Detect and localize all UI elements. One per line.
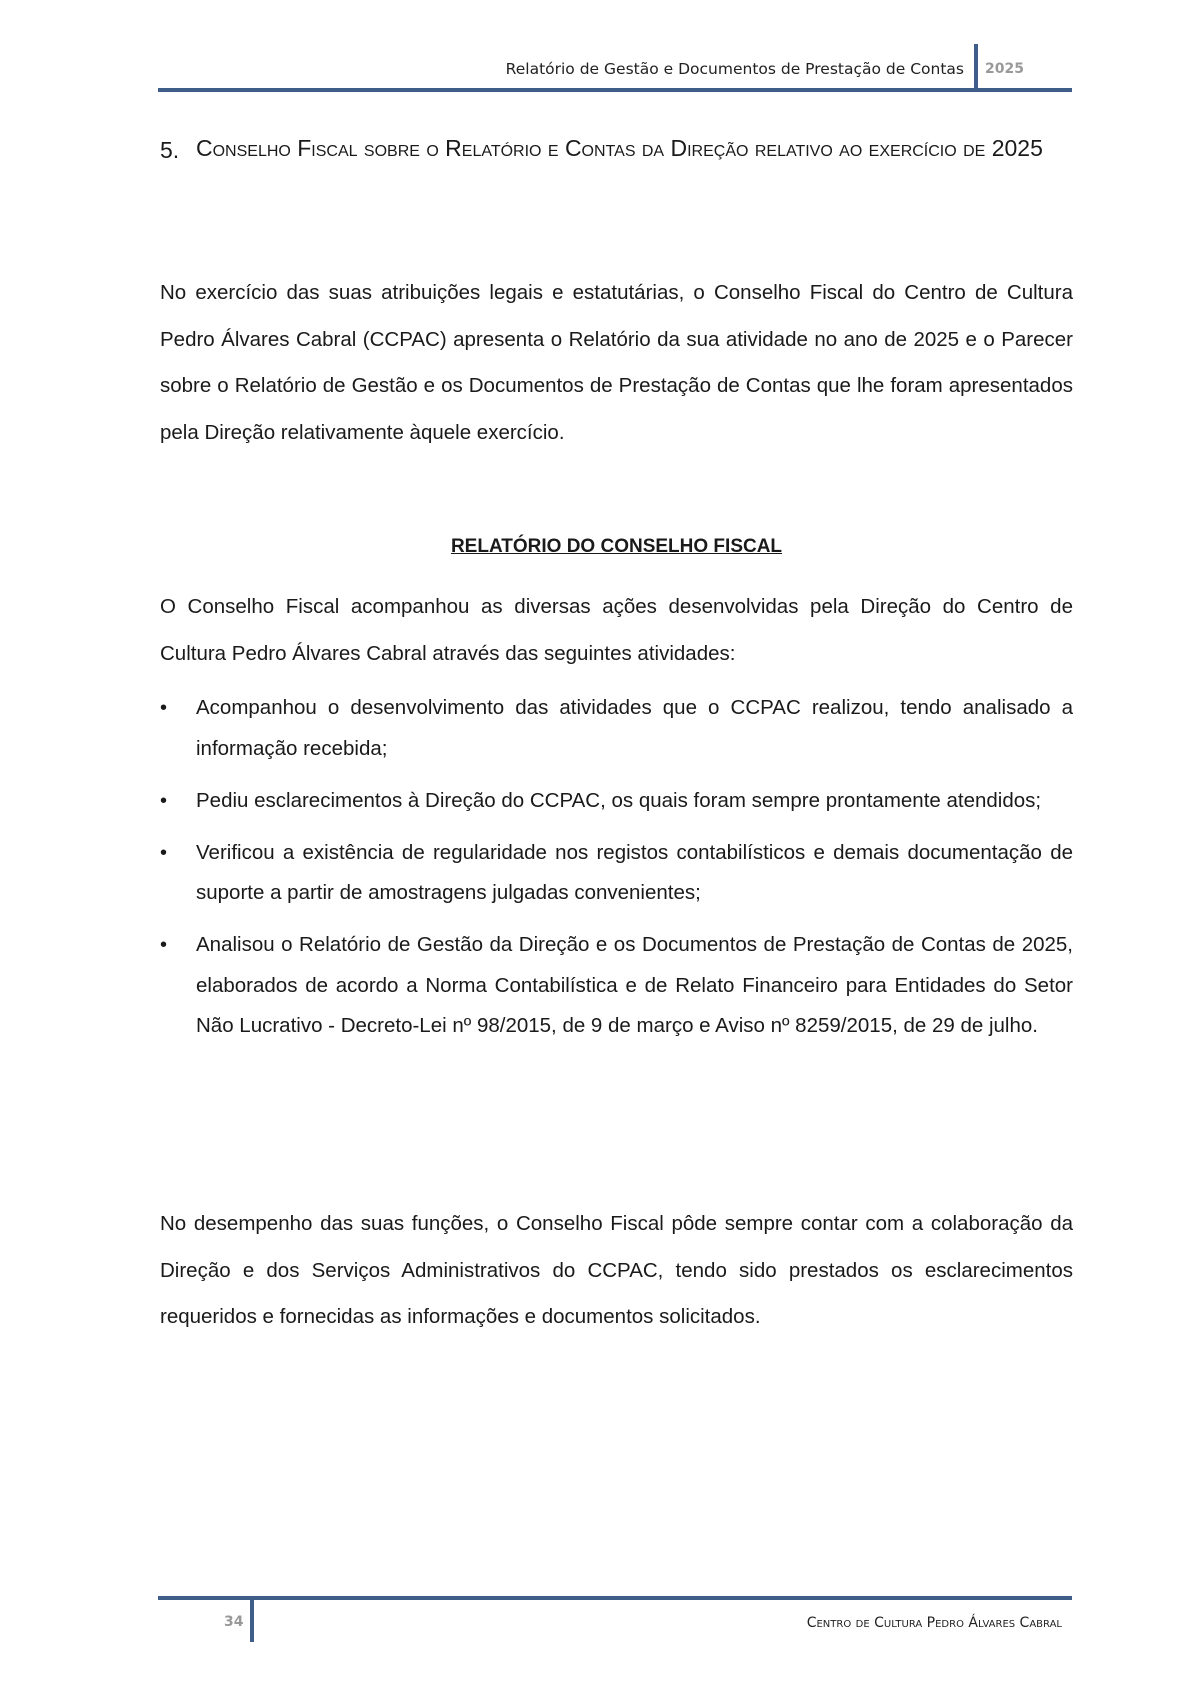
section-number: 5.: [160, 137, 180, 163]
list-item: [160, 781, 1073, 822]
list-item: [160, 688, 1073, 769]
activities-list: [160, 688, 1073, 1058]
footer-organization: Centro de Cultura Pedro Álvares Cabral: [806, 1615, 1062, 1631]
section-title: Conselho Fiscal sobre o Relatório e Contas da Direção relativo ao exercício de 2025: [196, 135, 1043, 161]
page-header: [158, 44, 1072, 92]
list-item-text: Acompanhou o desenvolvimento das atividades que o CCPAC realizou, tendo analisado a informação recebida;: [196, 696, 1073, 760]
list-item-text: Pediu esclarecimentos à Direção do CCPAC, os quais foram sempre prontamente atendidos;: [196, 788, 1042, 812]
list-item: [160, 833, 1073, 914]
header-rule: [158, 88, 1072, 92]
header-title: Relatório de Gestão e Documentos de Prestação de Contas: [505, 60, 964, 78]
report-title: RELATÓRIO DO CONSELHO FISCAL: [450, 536, 783, 557]
footer-rule: [158, 1596, 1072, 1600]
bullet-icon: •: [160, 697, 168, 719]
closing-paragraph: No desempenho das suas funções, o Conselho Fiscal pôde sempre contar com a colaboração da Direção e dos Serviços Administrativos do CCPAC, tendo sido prestados os esclarecimentos requeridos e fornecidas as informações e documentos solicitados.: [160, 1212, 1073, 1328]
list-item: [160, 925, 1073, 1047]
bullet-icon: •: [160, 789, 168, 812]
intro-paragraph: No exercício das suas atribuições legais e estatutárias, o Conselho Fiscal do Centro de Cultura Pedro Álvares Cabral (CCPAC) apresenta o Relatório da sua atividade no ano de 2025 e o Parecer sobre o Relatório de Gestão e os Documentos de Prestação de Contas que lhe foram apresentados pela Direção relativamente àquele exercício.: [160, 281, 1073, 444]
list-item-text: Analisou o Relatório de Gestão da Direção e os Documentos de Prestação de Contas de 2025, elaborados de acordo a Norma Contabilística e de Relato Financeiro para Entidades do Setor Não Lucrativo - Decreto-Lei nº 98/2015, de 9 de março e Aviso nº 8259/2015, de 29 de julho.: [196, 933, 1073, 1037]
page-footer: [158, 1596, 1072, 1644]
page-number: 34: [224, 1614, 244, 1630]
header-divider: [974, 44, 978, 90]
list-item-text: Verificou a existência de regularidade nos registos contabilísticos e demais documentação de suporte a partir de amostragens julgadas convenientes;: [196, 840, 1073, 904]
header-year: 2025: [985, 61, 1024, 77]
bullet-icon: •: [160, 934, 168, 956]
bullet-icon: •: [160, 841, 168, 864]
report-lead-paragraph: O Conselho Fiscal acompanhou as diversas ações desenvolvidas pela Direção do Centro de Cultura Pedro Álvares Cabral através das seguintes atividades:: [160, 595, 1073, 665]
footer-divider: [250, 1596, 254, 1642]
